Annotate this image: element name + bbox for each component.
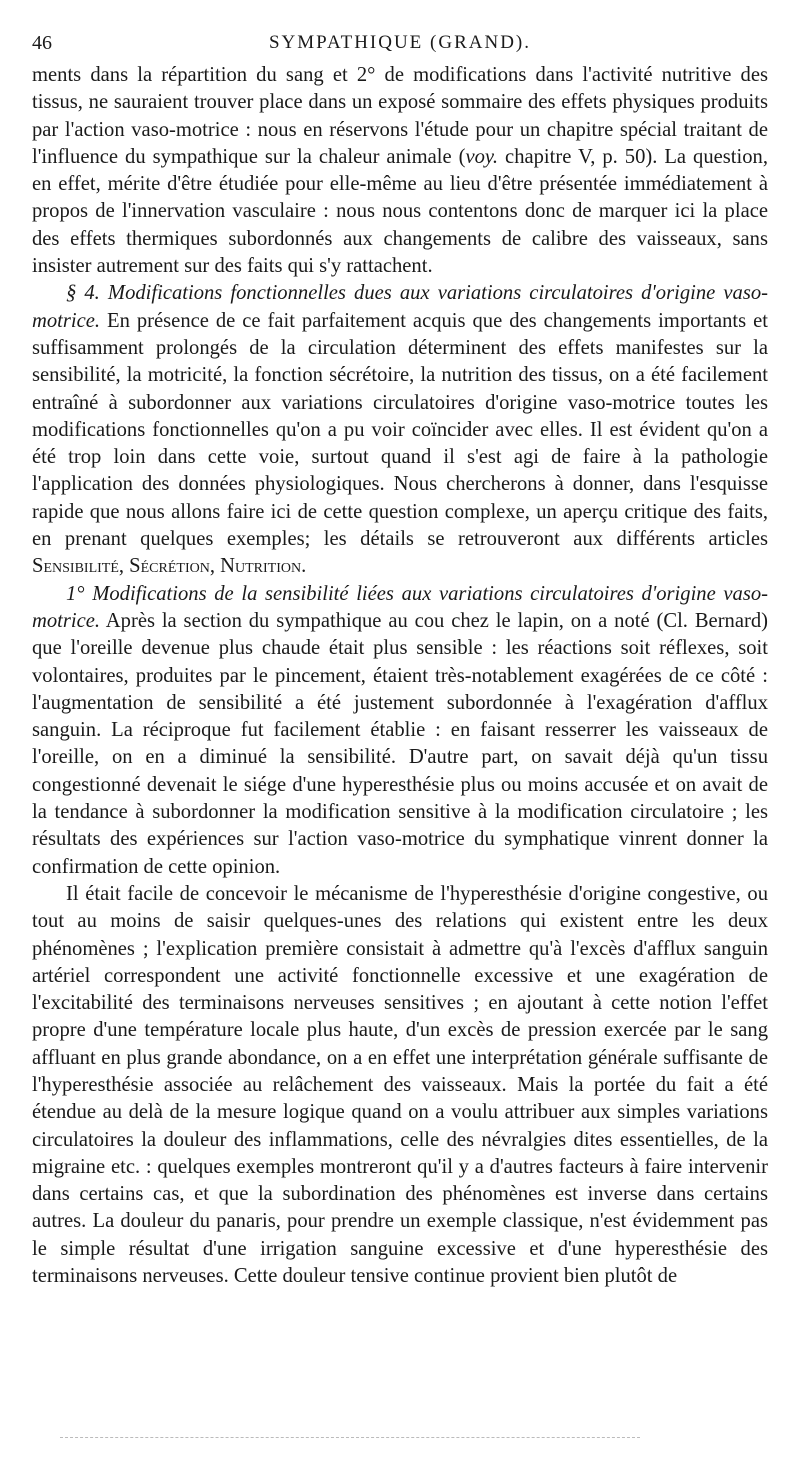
running-title: SYMPATHIQUE (GRAND). [268, 32, 532, 53]
page-number: 46 [32, 32, 52, 54]
subsection-1-heading: 1° Modifications de la sensibilité liées aux variations circulatoires d'origine vaso-motrice. [32, 582, 768, 632]
cross-references: Sensibilité, Sécrétion, Nutrition [32, 555, 302, 578]
voy-abbreviation: voy. [465, 145, 499, 168]
paragraph-1 [32, 62, 768, 280]
paragraph-3-text: Après la section du sympathique au cou chez le lapin, on a noté (Cl. Bernard) que l'oreille devenue plus chaude était plus sensible : les réactions soit réflexes, soit volontaires, produites par le pincement, étaient très-notablement exagérées de ce côté : l'augmentation de sensibilité a été justement subordonnée à l'exagération d'afflux sanguin. La réciproque fut facilement établie : en faisant resserrer les vaisseaux de l'oreille, on en a diminué la sensibilité. D'autre part, on savait déjà qu'un tissu congestionné devenait le siége d'une hyperesthésie plus ou moins accusée et on avait de la tendance à subordonner la modification sensitive à la modification circulatoire ; les résultats des expériences sur l'action vaso-motrice du symphatique vinrent donner la confirmation de cette opinion. [32, 609, 768, 878]
footer-rule [60, 1437, 640, 1438]
paragraph-3 [32, 581, 768, 881]
section-4-heading: § 4. Modifications fonctionnelles dues aux variations circulatoires d'origine vaso-motrice. [32, 282, 768, 332]
paragraph-2-text-b: . [301, 555, 307, 578]
paragraph-1-text-a: ments dans la répartition du sang et 2° de modifications dans l'activité nutritive des tissus, ne sauraient trouver place dans un exposé sommaire des effets physiques produits par l'action vaso-motrice : nous en réservons l'étude pour un chapitre spécial traitant de l'influence du sympathique sur la chaleur animale ( [32, 64, 768, 168]
running-head [32, 28, 768, 58]
paragraph-2-text-a: En présence de ce fait parfaitement acquis que des changements importants et suffisamment prolongés de la circulation déterminent des effets manifestes sur la sensibilité, la motricité, la fonction sécrétoire, la nutrition des tissus, on a été facilement entraîné à subordonner aux variations circulatoires d'origine vaso-motrice toutes les modifications fonctionnelles qu'on a pu voir coïncider avec elles. Il est évident qu'on a été trop loin dans cette voie, surtout quand il s'est agi de faire à la pathologie l'application des données physiologiques. Nous chercherons à donner, dans l'esquisse rapide que nous allons faire ici de cette question complexe, un aperçu critique des faits, en prenant quelques exemples; les détails se retrouveront aux différents articles [32, 309, 768, 551]
paragraph-2 [32, 280, 768, 580]
paragraph-4: Il était facile de concevoir le mécanisme de l'hyperesthésie d'origine congestive, ou tout au moins de saisir quelques-unes des relations qui existent entre les deux phénomènes ; l'explication première consistait à admettre qu'à l'excès d'afflux sanguin artériel correspondent une activité fonctionnelle excessive et une exagération de l'excitabilité des terminaisons nerveuses sensitives ; en ajoutant à cette notion l'effet propre d'une température locale plus haute, d'un excès de pression exercée par le sang affluant en plus grande abondance, on a en effet une interprétation générale suffisante de l'hyperesthésie associée au relâchement des vaisseaux. Mais la portée du fait a été étendue au delà de la mesure logique quand on a voulu attribuer aux simples variations circulatoires la douleur des inflammations, celle des névralgies dites essentielles, de la migraine etc. : quelques exemples montreront qu'il y a d'autres facteurs à faire intervenir dans certains cas, et que la subordination des phénomènes est inverse dans certains autres. La douleur du panaris, pour prendre un exemple classique, n'est évidemment pas le simple résultat d'une irrigation sanguine excessive et d'une hyperesthésie des terminaisons nerveuses. Cette douleur tensive continue provient bien plutôt de [32, 882, 768, 1288]
paragraph-1-text-b: chapitre V, p. 50). La question, en effet, mérite d'être étudiée pour elle-même au lieu d'être présentée immédiatement à propos de l'innervation vasculaire : nous nous contentons donc de marquer ici la place des effets thermiques subordonnés aux changements de calibre des vaisseaux, sans insister autrement sur des faits qui s'y rattachent. [32, 145, 768, 278]
body-text [32, 62, 768, 1290]
